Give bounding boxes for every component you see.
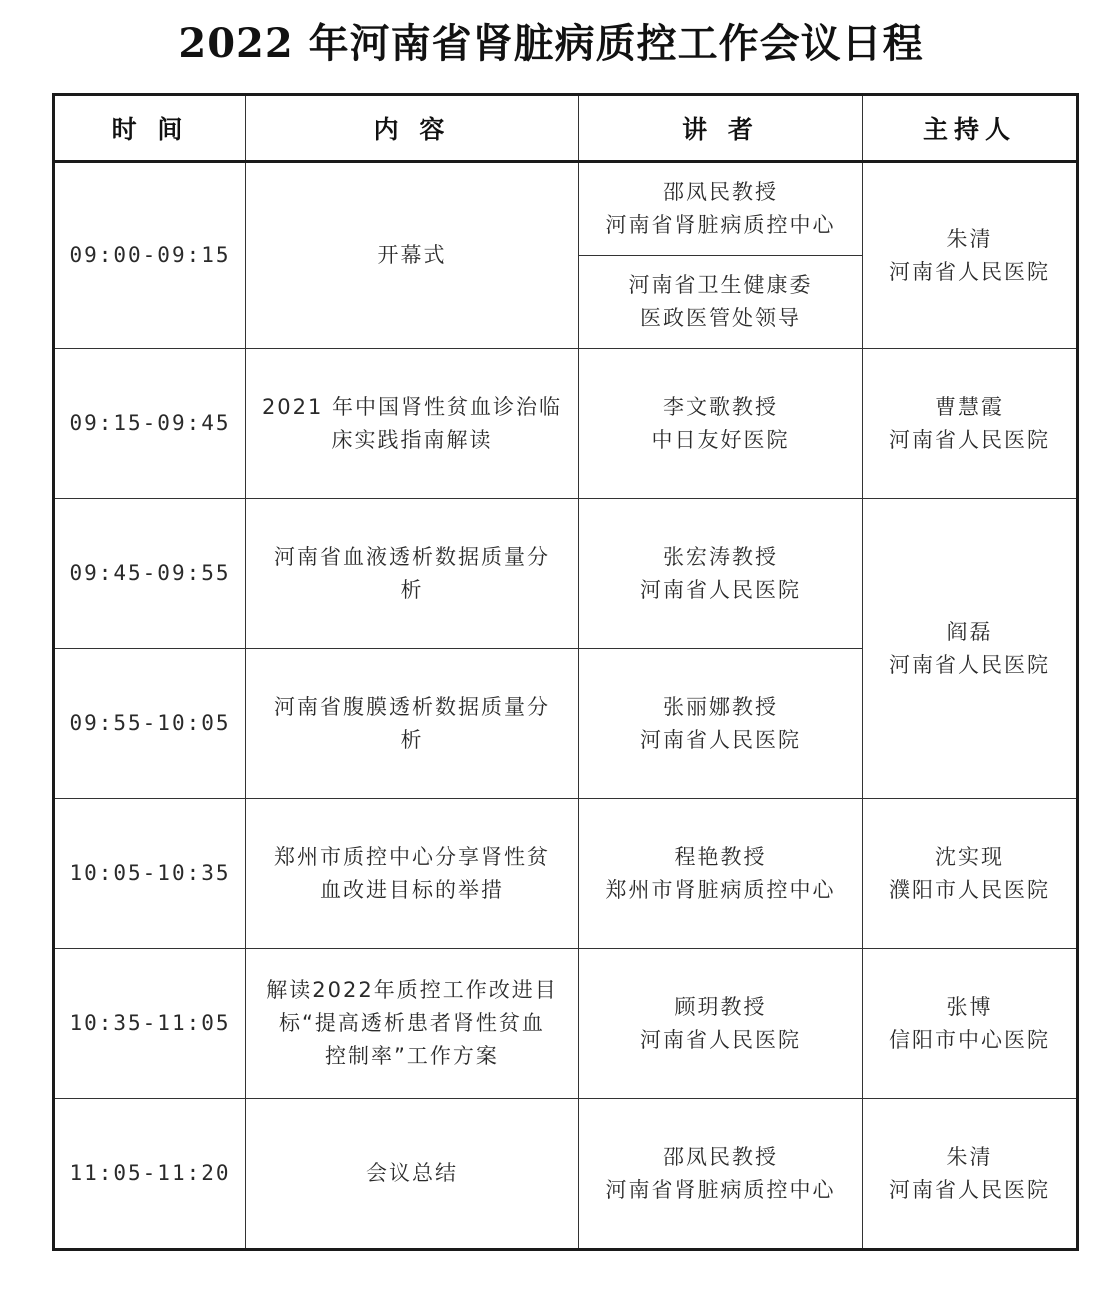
table-header-row: [54, 95, 1078, 162]
header-host: 主持人: [863, 95, 1078, 162]
header-content: 内 容: [246, 95, 579, 162]
time-cell: 10:35-11:05: [54, 949, 246, 1099]
speaker-cell: [579, 162, 863, 256]
speaker-org: 河南省肾脏病质控中心: [605, 1177, 836, 1202]
time-cell: 09:00-09:15: [54, 162, 246, 349]
speaker-cell: [579, 256, 863, 349]
content-line: 开幕式: [377, 243, 447, 267]
content-cell: [246, 799, 579, 949]
speaker-org: 郑州市肾脏病质控中心: [605, 877, 836, 902]
speaker-cell: [579, 799, 863, 949]
speaker-name: 顾玥教授: [674, 994, 767, 1019]
host-org: 河南省人民医院: [889, 1177, 1050, 1202]
table-row: [54, 162, 1078, 256]
host-org: 河南省人民医院: [889, 652, 1050, 677]
content-line: 2021 年中国肾性贫血诊治临: [261, 394, 563, 419]
content-line: 标“提高透析患者肾性贫血: [279, 1011, 545, 1035]
speaker-org: 河南省人民医院: [640, 727, 801, 752]
host-name: 沈实现: [935, 844, 1004, 869]
content-line: 血改进目标的举措: [320, 877, 504, 902]
host-cell: [863, 1099, 1078, 1250]
content-cell: [246, 1099, 579, 1250]
table-row: [54, 349, 1078, 499]
host-cell: [863, 949, 1078, 1099]
host-org: 濮阳市人民医院: [889, 877, 1050, 902]
host-org: 河南省人民医院: [889, 259, 1050, 284]
host-name: 阎磊: [946, 619, 993, 644]
host-name: 张博: [946, 994, 993, 1019]
speaker-cell: [579, 349, 863, 499]
speaker-cell: [579, 1099, 863, 1250]
host-org: 河南省人民医院: [889, 427, 1050, 452]
host-cell: [863, 349, 1078, 499]
speaker-name: 程艳教授: [674, 844, 767, 869]
host-name: 朱清: [946, 226, 993, 251]
content-line: 床实践指南解读: [331, 427, 493, 452]
content-line: 析: [400, 577, 424, 602]
header-speaker: 讲 者: [579, 95, 863, 162]
content-cell: [246, 949, 579, 1099]
host-org: 信阳市中心医院: [889, 1027, 1050, 1052]
time-cell: 11:05-11:20: [54, 1099, 246, 1250]
content-line: 控制率”工作方案: [325, 1044, 499, 1068]
content-line: 会议总结: [366, 1161, 458, 1185]
speaker-org: 中日友好医院: [651, 427, 790, 452]
host-cell: [863, 499, 1078, 799]
speaker-org: 河南省人民医院: [640, 1027, 801, 1052]
content-cell: [246, 499, 579, 649]
time-cell: 09:45-09:55: [54, 499, 246, 649]
page-title: 2022 年河南省肾脏病质控工作会议日程: [178, 20, 924, 67]
header-time: 时 间: [54, 95, 246, 162]
time-cell: 10:05-10:35: [54, 799, 246, 949]
table-row: [54, 949, 1078, 1099]
time-cell: 09:55-10:05: [54, 649, 246, 799]
speaker-cell: [579, 499, 863, 649]
speaker-name: 邵凤民教授: [663, 1144, 778, 1169]
content-line: 析: [400, 727, 424, 752]
table-row: [54, 799, 1078, 949]
content-cell: [246, 649, 579, 799]
time-cell: 09:15-09:45: [54, 349, 246, 499]
speaker-name: 张丽娜教授: [663, 694, 778, 719]
host-name: 朱清: [946, 1144, 993, 1169]
speaker-name: 张宏涛教授: [663, 544, 778, 569]
speaker-org: 医政医管处领导: [640, 306, 801, 330]
content-cell: [246, 349, 579, 499]
speaker-name: 李文歌教授: [663, 394, 778, 419]
table-row: [54, 499, 1078, 649]
content-line: 解读2022年质控工作改进目: [266, 978, 558, 1002]
content-line: 郑州市质控中心分享肾性贫: [274, 844, 550, 869]
host-name: 曹慧霞: [935, 394, 1004, 419]
host-cell: [863, 799, 1078, 949]
content-cell: [246, 162, 579, 349]
content-line: 河南省腹膜透析数据质量分: [274, 694, 550, 719]
speaker-cell: [579, 649, 863, 799]
speaker-name: 邵凤民教授: [663, 180, 778, 204]
speaker-name: 河南省卫生健康委: [628, 273, 813, 297]
speaker-cell: [579, 949, 863, 1099]
content-line: 河南省血液透析数据质量分: [274, 544, 550, 569]
schedule-table: [52, 93, 1079, 1251]
table-row: [54, 1099, 1078, 1250]
speaker-org: 河南省人民医院: [640, 577, 801, 602]
host-cell: [863, 162, 1078, 349]
speaker-org: 河南省肾脏病质控中心: [605, 213, 836, 237]
